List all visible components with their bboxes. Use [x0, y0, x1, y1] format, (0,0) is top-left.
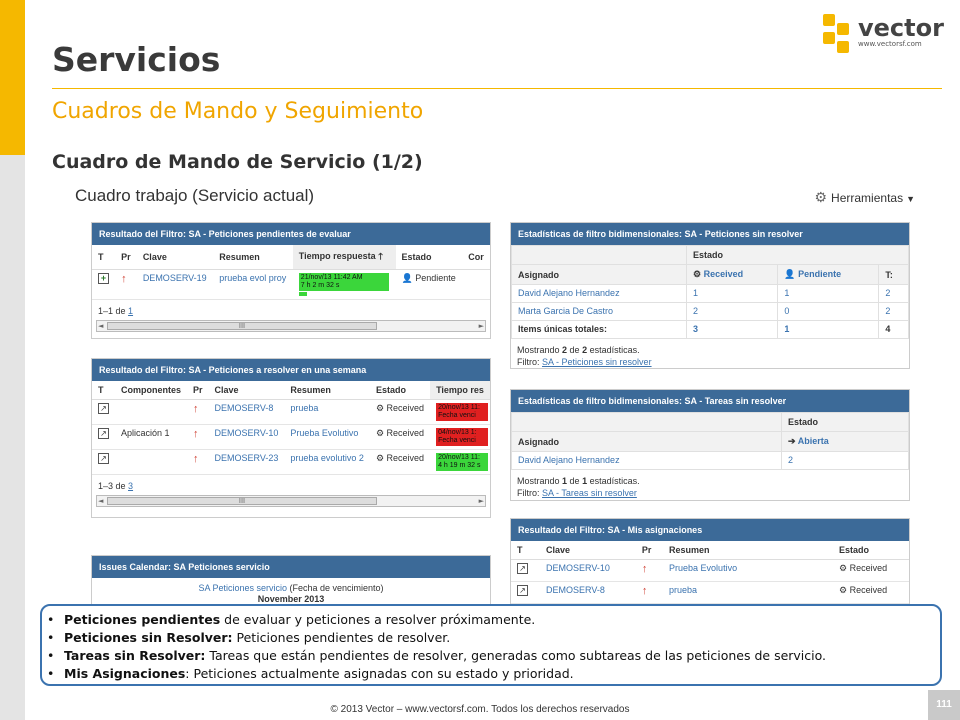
- sla-timer-overdue: [436, 428, 488, 446]
- status-text: Pendiente: [415, 273, 456, 283]
- calendar-caption: [92, 578, 490, 593]
- table-header-row: [512, 413, 909, 432]
- pager-link[interactable]: 3: [128, 481, 134, 491]
- issue-summary-link[interactable]: prueba: [290, 403, 319, 413]
- bullet-text: : Peticiones actualmente asignadas con su estado y prioridad.: [185, 666, 574, 681]
- open-status-icon: ➔: [788, 436, 796, 446]
- table-row: [511, 582, 909, 604]
- status-icon: ⚙: [693, 269, 702, 279]
- totals-row: [512, 321, 909, 339]
- estado-header: Estado: [782, 413, 909, 432]
- sla-date: 20/nov/13 11:: [438, 404, 480, 411]
- status-text: Received: [386, 453, 425, 463]
- scroll-thumb[interactable]: III: [107, 322, 377, 330]
- page-number: 111: [928, 690, 960, 720]
- horizontal-scrollbar[interactable]: [96, 495, 486, 507]
- sort-arrow-icon: 🡑: [378, 251, 383, 261]
- footer-copyright: © 2013 Vector – www.vectorsf.com. Todos los derechos reservados: [330, 704, 630, 715]
- col-header[interactable]: Pr: [187, 381, 209, 400]
- bullet-term: Mis Asignaciones: [64, 666, 186, 681]
- priority-up-icon: ↑: [193, 453, 199, 465]
- showing-text: Mostrando: [517, 476, 563, 486]
- table-row: [511, 560, 909, 582]
- sla-timer-overdue: [436, 403, 488, 421]
- count-link[interactable]: 2: [879, 285, 909, 303]
- issue-summary-link[interactable]: prueba: [669, 585, 698, 595]
- priority-up-icon: ↑: [193, 428, 199, 440]
- total-count: 4: [879, 321, 909, 339]
- bullet-item: [64, 611, 930, 629]
- pager: [92, 475, 490, 495]
- showing-total: 1: [582, 476, 588, 486]
- results-table: [92, 381, 491, 475]
- bullet-text: de evaluar y peticiones a resolver próximamente.: [220, 612, 536, 627]
- status-icon: ⚙: [375, 453, 385, 463]
- sla-date: 20/nov/13 11:: [438, 454, 480, 461]
- vector-logo: [820, 12, 950, 56]
- tools-menu[interactable]: [814, 189, 915, 206]
- issue-key-link[interactable]: DEMOSERV-19: [142, 273, 207, 283]
- issue-summary-link[interactable]: Prueba Evolutivo: [290, 428, 359, 438]
- table-row: [92, 425, 491, 450]
- bullet-term: Tareas sin Resolver:: [64, 648, 206, 663]
- status-text: Received: [386, 428, 425, 438]
- showing-text: estadísticas.: [587, 476, 640, 486]
- bullet-callout: [40, 604, 942, 686]
- col-header[interactable]: T: [92, 245, 115, 270]
- col-header[interactable]: Clave: [540, 541, 636, 560]
- assignee-link[interactable]: David Alejano Hernandez: [512, 285, 687, 303]
- col-header[interactable]: Clave: [209, 381, 285, 400]
- showing-text: de: [567, 476, 583, 486]
- subtask-icon: ↗: [517, 563, 528, 574]
- table-row: [92, 450, 491, 475]
- col-total-header: T:: [879, 265, 909, 285]
- panel-header: Resultado del Filtro: SA - Peticiones pendientes de evaluar: [92, 223, 490, 245]
- col-header-label: Tiempo respuesta: [298, 251, 376, 261]
- sla-timer: [436, 453, 488, 471]
- logo-url: www.vectorsf.com: [858, 40, 922, 48]
- sla-date: 21/nov/13 11:42 AM: [300, 274, 363, 281]
- col-header[interactable]: Resumen: [284, 381, 370, 400]
- sla-remaining: 4 h 19 m 32 s: [438, 462, 481, 469]
- col-header[interactable]: Estado: [833, 541, 909, 560]
- bullet-term: Peticiones sin Resolver:: [64, 630, 233, 645]
- panel-header: Estadísticas de filtro bidimensionales: SA - Peticiones sin resolver: [511, 223, 909, 245]
- panel-header: Resultado del Filtro: SA - Peticiones a resolver en una semana: [92, 359, 490, 381]
- logo-word: vector: [858, 14, 944, 42]
- sla-mini-bar: [299, 292, 307, 296]
- subtask-icon: ↗: [98, 453, 109, 464]
- stats-footer: [511, 470, 909, 501]
- subtask-icon: ↗: [517, 585, 528, 596]
- count-link[interactable]: 1: [778, 285, 879, 303]
- calendar-month: November 2013: [257, 594, 325, 604]
- priority-up-icon: ↑: [121, 273, 127, 285]
- pager-link[interactable]: 1: [128, 306, 134, 316]
- components-cell: [115, 400, 187, 425]
- tools-label: Herramientas: [831, 191, 904, 205]
- subtask-icon: ↗: [98, 428, 109, 439]
- issue-key-link[interactable]: DEMOSERV-23: [214, 453, 279, 463]
- stats-table: [511, 412, 909, 470]
- sla-remaining: Fecha venci: [438, 412, 476, 419]
- status-text: Received: [386, 403, 425, 413]
- table-header-row: [92, 381, 491, 400]
- bullet-term: Peticiones pendientes: [64, 612, 221, 627]
- chevron-down-icon: ▼: [906, 194, 915, 204]
- table-row: [512, 452, 909, 470]
- table-row: [512, 303, 909, 321]
- col-header[interactable]: [293, 245, 396, 270]
- calendar-note: (Fecha de vencimiento): [287, 583, 384, 593]
- col-received-link[interactable]: Received: [703, 269, 744, 279]
- filter-label: Filtro:: [517, 488, 543, 498]
- gear-icon: ⚙: [814, 189, 828, 205]
- panel-resolve-this-week: [91, 358, 491, 518]
- col-header[interactable]: Resumen: [213, 245, 293, 270]
- count-link[interactable]: 3: [687, 321, 778, 339]
- table-row: [512, 285, 909, 303]
- components-cell: Aplicación 1: [115, 425, 187, 450]
- user-icon: 👤: [784, 269, 796, 279]
- bullet-text: Peticiones pendientes de resolver.: [232, 630, 451, 645]
- showing-total: 2: [582, 345, 588, 355]
- status-icon: ⚙: [839, 563, 848, 573]
- asignado-header: Asignado: [512, 432, 782, 452]
- pager-text: 1–1 de: [98, 306, 129, 316]
- status-icon: ⚙: [375, 428, 385, 438]
- assignee-link[interactable]: Marta Garcia De Castro: [512, 303, 687, 321]
- sla-date: 04/nov/13 1:: [438, 429, 477, 436]
- panel-stats-unresolved-requests: [510, 222, 910, 369]
- slide-title: Servicios: [52, 40, 221, 79]
- status-text: Received: [849, 585, 888, 595]
- section-heading: Cuadro de Mando de Servicio (1/2): [52, 151, 423, 173]
- stats-footer: [511, 339, 909, 369]
- col-header[interactable]: Tiempo res: [430, 381, 491, 400]
- results-table: [511, 541, 909, 604]
- assignee-link[interactable]: David Alejano Hernandez: [512, 452, 782, 470]
- filter-link[interactable]: SA - Tareas sin resolver: [542, 488, 637, 498]
- col-pendiente-link[interactable]: Pendiente: [798, 269, 842, 279]
- calendar-filter-link[interactable]: SA Peticiones servicio: [198, 583, 287, 593]
- panel-header: Estadísticas de filtro bidimensionales: SA - Tareas sin resolver: [511, 390, 909, 412]
- count-link[interactable]: 0: [778, 303, 879, 321]
- table-header-row: [92, 245, 490, 270]
- showing-count: 2: [562, 345, 568, 355]
- title-divider: [52, 88, 942, 89]
- status-text: Received: [849, 563, 888, 573]
- count-link[interactable]: 2: [687, 303, 778, 321]
- stats-table: [511, 245, 909, 339]
- issue-key-link[interactable]: DEMOSERV-10: [546, 563, 610, 573]
- count-link[interactable]: 1: [687, 285, 778, 303]
- filter-link[interactable]: SA - Peticiones sin resolver: [542, 357, 652, 367]
- sla-timer: [299, 273, 389, 291]
- pager-text: 1–3 de: [98, 481, 129, 491]
- priority-up-icon: ↑: [641, 585, 648, 597]
- bullet-list: [64, 611, 930, 683]
- issue-summary-link[interactable]: Prueba Evolutivo: [669, 563, 738, 573]
- col-header[interactable]: Componentes: [115, 381, 187, 400]
- col-header[interactable]: T: [511, 541, 540, 560]
- dashboard-title: Cuadro trabajo (Servicio actual): [75, 186, 315, 205]
- showing-text: Mostrando: [517, 345, 563, 355]
- bullet-item: [64, 647, 930, 665]
- priority-up-icon: ↑: [193, 403, 199, 415]
- pager: [92, 300, 490, 320]
- scroll-left-icon[interactable]: ◄: [98, 497, 104, 505]
- count-link[interactable]: 2: [782, 452, 909, 470]
- col-header[interactable]: Pr: [636, 541, 663, 560]
- count-link[interactable]: 1: [778, 321, 879, 339]
- col-header[interactable]: Clave: [137, 245, 213, 270]
- issue-key-link[interactable]: DEMOSERV-10: [214, 428, 279, 438]
- issue-key-link[interactable]: DEMOSERV-8: [546, 585, 605, 595]
- col-header[interactable]: T: [92, 381, 115, 400]
- col-header[interactable]: Resumen: [663, 541, 833, 560]
- issue-summary-link[interactable]: prueba evolutivo 2: [290, 453, 364, 463]
- col-header[interactable]: Cor: [462, 245, 490, 270]
- panel-header: Resultado del Filtro: SA - Mis asignaciones: [511, 519, 909, 541]
- count-link[interactable]: 2: [879, 303, 909, 321]
- panel-header: Issues Calendar: SA Peticiones servicio: [92, 556, 490, 578]
- slide-subtitle: Cuadros de Mando y Seguimiento: [52, 99, 424, 124]
- horizontal-scrollbar[interactable]: [96, 320, 486, 332]
- scroll-thumb[interactable]: III: [107, 497, 377, 505]
- table-header-row: [512, 265, 909, 285]
- showing-text: de: [567, 345, 583, 355]
- filter-label: Filtro:: [517, 357, 543, 367]
- table-header-row: [512, 246, 909, 265]
- panel-issues-calendar: [91, 555, 491, 605]
- estado-header: Estado: [687, 246, 909, 265]
- scroll-right-icon[interactable]: ►: [478, 322, 484, 330]
- col-header[interactable]: Estado: [370, 381, 430, 400]
- showing-text: estadísticas.: [587, 345, 640, 355]
- scroll-left-icon[interactable]: ◄: [98, 322, 104, 330]
- bullet-item: [64, 665, 930, 683]
- col-abierta-link[interactable]: Abierta: [797, 436, 829, 446]
- user-icon: 👤: [401, 273, 413, 283]
- subtask-icon: ↗: [98, 403, 109, 414]
- showing-count: 1: [562, 476, 568, 486]
- issue-summary-link[interactable]: prueba evol proy: [219, 273, 287, 283]
- results-table: [92, 245, 490, 300]
- col-header[interactable]: Pr: [115, 245, 137, 270]
- sla-remaining: Fecha venci: [438, 437, 476, 444]
- totals-label: Items únicas totales:: [512, 321, 687, 339]
- col-header[interactable]: Estado: [396, 245, 463, 270]
- panel-pending-evaluation: [91, 222, 491, 339]
- status-icon: ⚙: [375, 403, 385, 413]
- table-header-row: [512, 432, 909, 452]
- priority-up-icon: ↑: [641, 563, 648, 575]
- table-header-row: [511, 541, 909, 560]
- sla-remaining: 7 h 2 m 32 s: [300, 282, 340, 289]
- panel-my-assignments: [510, 518, 910, 605]
- new-feature-icon: +: [98, 273, 109, 284]
- table-row: [92, 270, 490, 300]
- accent-bar: [0, 0, 25, 155]
- dashboard-screenshot: [75, 180, 935, 605]
- side-bar: [0, 155, 25, 720]
- status-icon: ⚙: [839, 585, 848, 595]
- components-cell: [115, 450, 187, 475]
- panel-stats-unresolved-tasks: [510, 389, 910, 501]
- table-row: [92, 400, 491, 425]
- bullet-text: Tareas que están pendientes de resolver, generadas como subtareas de las peticiones de servicio.: [205, 648, 827, 663]
- asignado-header: Asignado: [512, 265, 687, 285]
- scroll-right-icon[interactable]: ►: [478, 497, 484, 505]
- issue-key-link[interactable]: DEMOSERV-8: [214, 403, 274, 413]
- bullet-item: [64, 629, 930, 647]
